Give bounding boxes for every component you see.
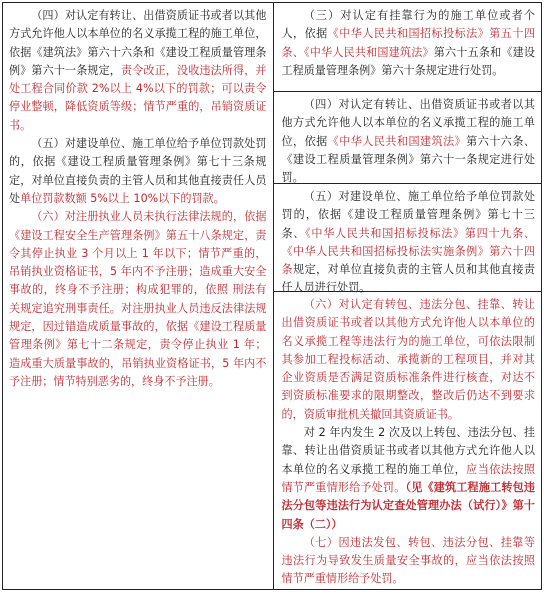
right-clause-6-repeat-text: 对 2 年内发生 2 次及以上转包、违法分包、挂靠、转让出借资质证书或者以其他方式允许他人以本单位的名义承揽工程的施工单位，	[281, 426, 535, 476]
left-clause-4-penalty: 责令改正，没收违法所得，并处工程合同价款 2%以上 4%以下的罚款；可以责令停业整顿，降低资质等级；情节严重的，吊销资质证书。	[9, 63, 267, 132]
right-cell-5	[274, 184, 542, 295]
right-clause-6: （六）对认定有转包、违法分包、挂靠、转让出借资质证书或者以其他方式允许他人以本单位的名义承揽工程等违法行为的施工单位，可依法限制其参加工程投标活动、承揽新的工程项目，并对其企业资质是否满足资质标准条件进行核查，对达不到资质标准要求的限期整改，整改后仍达不到要求的，资质审批机关撤回其资质证书。	[281, 298, 535, 421]
right-clause-3-rest: 第六十五条和《建设工程质量管理条例》第六十条规定进行处罚。	[281, 45, 535, 77]
right-clause-5-text: （五）对建设单位、施工单位给予单位罚款处罚的，依据《建设工程质量管理条例》第七十三条、	[281, 190, 535, 240]
right-clause-4	[282, 96, 536, 187]
left-cell	[3, 3, 273, 391]
right-cell-6	[274, 292, 542, 589]
left-clause-4-text: （四）对认定有转让、出借资质证书或者以其他方式允许他人以本单位的名义承揽工程的施工单位，依据《建筑法》第六十六条和《建设工程质量管理条例》第六十一条规定，	[9, 9, 267, 77]
comparison-table	[2, 2, 542, 590]
right-clause-6-reference: （见《建筑工程施工转包违法分包等违法行为认定查处管理办法（试行）》第十四条（二））	[281, 480, 535, 531]
right-clause-5	[282, 188, 536, 298]
right-clause-4-rest: 第六十六条、《建设工程质量管理条例》第六十一条规定进行处罚。	[281, 134, 535, 185]
left-clause-5	[9, 135, 267, 208]
right-clause-5-rest: 规定，对单位直接负责的主管人员和其他直接责任人员进行处罚。	[281, 263, 535, 295]
right-cell-3	[274, 3, 542, 92]
right-clause-3-law: 《中华人民共和国招标投标法》第五十四条、《中华人民共和国建筑法》	[281, 27, 535, 59]
right-clause-6-repeat	[282, 424, 536, 534]
right-clause-6-penalty: 应当依法按照情节严重情形给予处罚。	[281, 462, 535, 494]
right-clause-7: （七）因违法发包、转包、违法分包、挂靠等违法行为导致发生质量安全事故的，应当依法按照情节严重情形给予处罚。	[281, 535, 535, 586]
right-clause-5-law: 《中华人民共和国招标投标法》第四十九条、《中华人民共和国招标投标法实施条例》第六十四条	[281, 226, 535, 277]
right-clause-4-text: （四）对认定有转让、出借资质证书或者以其他方式允许他人以本单位的名义承揽工程的施工单位，依据	[281, 98, 535, 148]
right-clause-3	[282, 7, 536, 80]
right-cell-4	[274, 92, 542, 184]
left-clause-6: （六）对注册执业人员未执行法律法规的，依据《建设工程安全生产管理条例》第五十八条规定，责令其停止执业 3 个月以上 1 年以下；情节严重的，吊销执业资格证书，5 年内不予注册；造成重大安全事故的，终身不予注册；构成犯罪的，依照 刑法有关规定追究刑事责任。对注册执业人员违反法律法规规定，因过错造成质量事故的，依据《建设工程质量管理条例》第七十二条规定，责令停止执业 1 年；造成重大质量事故的，吊销执业资格证书，5 年内不予注册；情节特别恶劣的，终身不予注册。	[9, 210, 267, 388]
right-column	[274, 3, 542, 589]
right-clause-3-text: （三）对认定有挂靠行为的施工单位或者个人，依据	[281, 9, 535, 41]
right-clause-4-law: 《中华人民共和国建筑法》	[327, 134, 467, 148]
left-clause-5-text: （五）对建设单位、施工单位给予单位罚款处罚的，依据《建设工程质量管理条例》第七十三条规定，对单位直接负责的主管人员和其他直接责任人员处	[9, 137, 267, 205]
left-column	[3, 3, 274, 589]
left-clause-4	[9, 7, 267, 135]
left-clause-5-penalty: 单位罚款数额 5%以上 10%以下的罚款。	[20, 191, 225, 205]
